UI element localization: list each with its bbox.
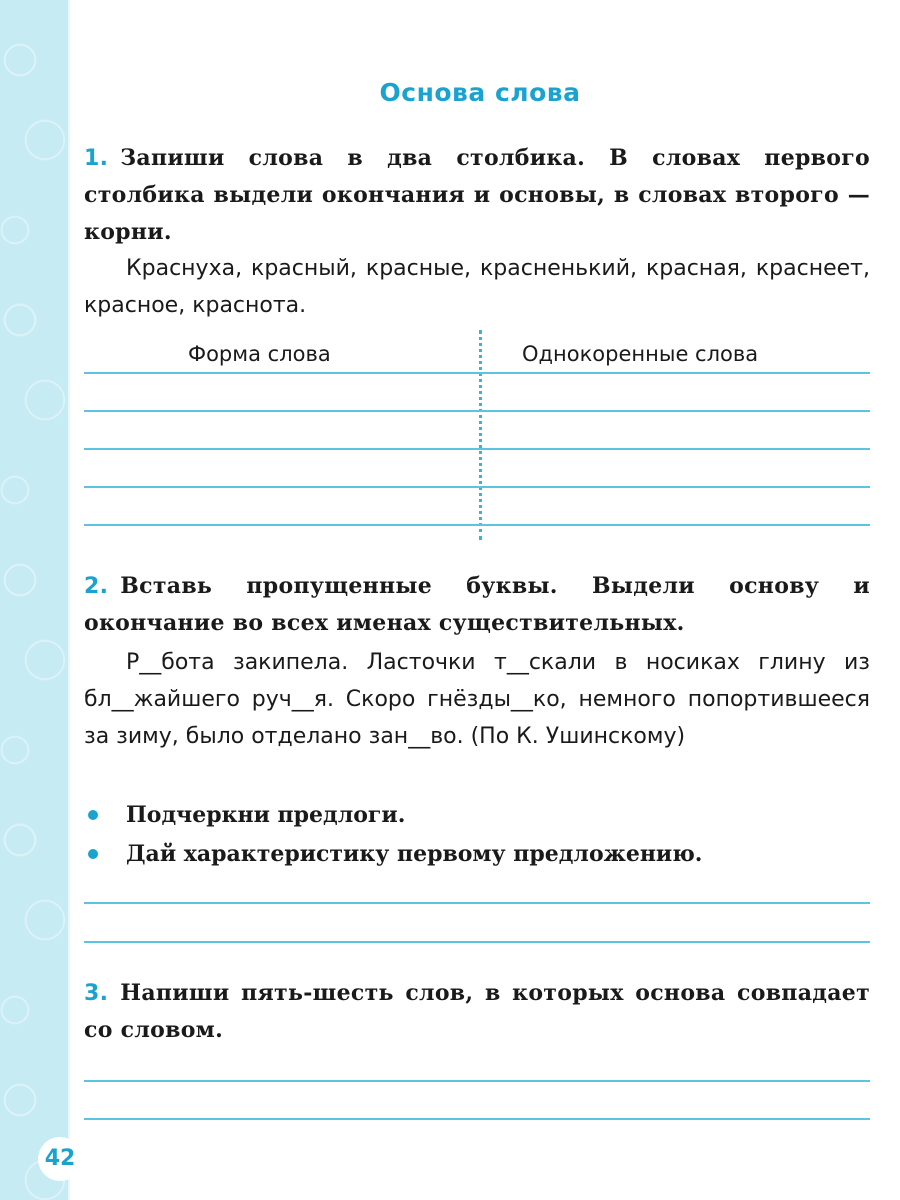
- task-2-bullet-2: [84, 836, 870, 873]
- task-3-text: Напиши пять-шесть слов, в которых основа совпадает со словом.: [84, 980, 870, 1043]
- page-number: 42: [38, 1137, 82, 1181]
- task-1-words: Краснуха, красный, красные, красненький, красная, краснеет, красное, краснота.: [84, 256, 870, 318]
- answer-line[interactable]: [84, 410, 870, 412]
- task-2-bullet-1: [84, 797, 870, 834]
- task-2-text: Вставь пропущенные буквы. Выдели основу и окончание во всех именах существительных.: [84, 573, 870, 636]
- answer-line[interactable]: [84, 1118, 870, 1120]
- answer-line[interactable]: [84, 941, 870, 943]
- task-3-number: 3.: [84, 981, 109, 1006]
- answer-line[interactable]: [84, 902, 870, 904]
- bullet-2-text: Дай характеристику первому предложению.: [126, 841, 703, 867]
- column-header-word-form: Форма слова: [188, 342, 331, 366]
- bullet-icon: [88, 810, 98, 820]
- column-header-cognates: Однокоренные слова: [522, 342, 759, 366]
- task-3-instruction: [84, 975, 870, 1049]
- task-1-instruction: [84, 140, 870, 251]
- answer-line[interactable]: [84, 524, 870, 526]
- decorative-margin: [0, 0, 68, 1200]
- answer-line[interactable]: [84, 372, 870, 374]
- column-divider: [479, 330, 482, 540]
- bullet-1-text: Подчеркни предлоги.: [126, 802, 406, 828]
- answer-line[interactable]: [84, 448, 870, 450]
- task-2-number: 2.: [84, 574, 109, 599]
- task-2-passage: Р__бота закипела. Ласточки т__скали в носиках глину из бл__жайшего руч__я. Скоро гнёзды__ко, немного попортившееся за зиму, было отделано зан__во. (По К. Ушинскому): [84, 650, 870, 749]
- page-title: Основа слова: [379, 78, 581, 107]
- bullet-icon: [88, 849, 98, 859]
- answer-line[interactable]: [84, 1080, 870, 1082]
- task-1-text: Запиши слова в два столбика. В словах первого столбика выдели окончания и основы, в словах второго — корни.: [84, 145, 870, 245]
- task-1-number: 1.: [84, 146, 109, 171]
- margin-edge: [68, 0, 70, 1200]
- task-2-instruction: [84, 568, 870, 642]
- answer-line[interactable]: [84, 486, 870, 488]
